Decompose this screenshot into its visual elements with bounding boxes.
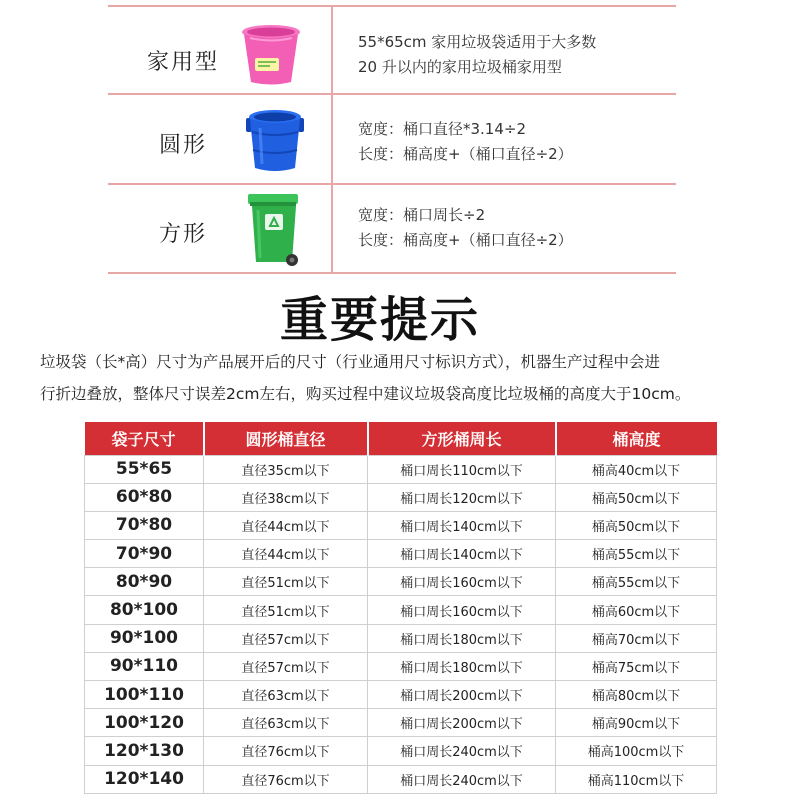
blue-round-bin-icon [246, 108, 304, 178]
square-perimeter-cell: 桶口周长180cm以下 [368, 624, 556, 652]
header-bin-height: 桶高度 [556, 422, 717, 455]
bag-size-cell: 80*100 [85, 596, 204, 624]
table-row [85, 709, 717, 737]
square-perimeter-cell: 桶口周长120cm以下 [368, 483, 556, 511]
round-diameter-cell: 直径63cm以下 [204, 709, 368, 737]
bin-type-description: 宽度：桶口周长÷2 长度：桶高度+（桶口直径÷2） [358, 206, 573, 249]
round-diameter-cell: 直径63cm以下 [204, 681, 368, 709]
square-perimeter-cell: 桶口周长140cm以下 [368, 511, 556, 539]
size-table [84, 422, 717, 794]
bag-size-cell: 70*90 [85, 540, 204, 568]
square-perimeter-cell: 桶口周长160cm以下 [368, 568, 556, 596]
table-body [85, 455, 717, 793]
table-row [85, 596, 717, 624]
table-row [85, 652, 717, 680]
bin-height-cell: 桶高55cm以下 [556, 540, 717, 568]
divider [108, 5, 676, 7]
divider [108, 93, 676, 95]
bin-height-cell: 桶高80cm以下 [556, 681, 717, 709]
bin-height-cell: 桶高90cm以下 [556, 709, 717, 737]
table-row [85, 540, 717, 568]
notice-title: 重要提示 [279, 292, 480, 348]
divider [108, 272, 676, 274]
bag-size-cell: 60*80 [85, 483, 204, 511]
table-row [85, 511, 717, 539]
pink-household-bin-icon [241, 24, 301, 90]
divider [331, 5, 333, 93]
round-diameter-cell: 直径44cm以下 [204, 540, 368, 568]
bin-type-name: 家用型 [146, 50, 219, 75]
bin-height-cell: 桶高40cm以下 [556, 455, 717, 483]
header-square-perimeter: 方形桶周长 [368, 422, 556, 455]
round-diameter-cell: 直径44cm以下 [204, 511, 368, 539]
bin-height-cell: 桶高75cm以下 [556, 652, 717, 680]
bag-size-cell: 100*110 [85, 681, 204, 709]
square-perimeter-cell: 桶口周长180cm以下 [368, 652, 556, 680]
bag-size-cell: 90*100 [85, 624, 204, 652]
square-perimeter-cell: 桶口周长140cm以下 [368, 540, 556, 568]
square-perimeter-cell: 桶口周长160cm以下 [368, 596, 556, 624]
bin-type-section [108, 0, 676, 276]
bin-type-description: 宽度：桶口直径*3.14÷2 长度：桶高度+（桶口直径÷2） [358, 120, 573, 163]
bin-height-cell: 桶高100cm以下 [556, 737, 717, 765]
table-row [85, 737, 717, 765]
header-round-diameter: 圆形桶直径 [204, 422, 368, 455]
table-header-row [85, 422, 717, 455]
divider [331, 183, 333, 272]
bag-size-cell: 55*65 [85, 455, 204, 483]
green-wheelie-bin-icon [246, 192, 302, 272]
bin-type-description: 55*65cm 家用垃圾袋适用于大多数 20 升以内的家用垃圾桶家用型 [358, 33, 597, 76]
bag-size-cell: 80*90 [85, 568, 204, 596]
square-perimeter-cell: 桶口周长200cm以下 [368, 681, 556, 709]
bin-height-cell: 桶高60cm以下 [556, 596, 717, 624]
bin-type-name: 圆形 [158, 133, 207, 158]
divider [108, 183, 676, 185]
bin-height-cell: 桶高50cm以下 [556, 483, 717, 511]
table-row [85, 765, 717, 793]
bag-size-cell: 120*130 [85, 737, 204, 765]
round-diameter-cell: 直径51cm以下 [204, 596, 368, 624]
square-perimeter-cell: 桶口周长110cm以下 [368, 455, 556, 483]
table-row [85, 455, 717, 483]
bag-size-cell: 90*110 [85, 652, 204, 680]
table-row [85, 681, 717, 709]
bin-type-name: 方形 [158, 222, 207, 247]
square-perimeter-cell: 桶口周长240cm以下 [368, 765, 556, 793]
round-diameter-cell: 直径57cm以下 [204, 652, 368, 680]
square-perimeter-cell: 桶口周长240cm以下 [368, 737, 556, 765]
bag-size-cell: 120*140 [85, 765, 204, 793]
round-diameter-cell: 直径35cm以下 [204, 455, 368, 483]
round-diameter-cell: 直径76cm以下 [204, 765, 368, 793]
divider [331, 93, 333, 183]
round-diameter-cell: 直径76cm以下 [204, 737, 368, 765]
round-diameter-cell: 直径51cm以下 [204, 568, 368, 596]
table-row [85, 624, 717, 652]
notice-text [40, 346, 764, 410]
bag-size-cell: 70*80 [85, 511, 204, 539]
bin-height-cell: 桶高110cm以下 [556, 765, 717, 793]
bin-height-cell: 桶高55cm以下 [556, 568, 717, 596]
round-diameter-cell: 直径57cm以下 [204, 624, 368, 652]
table-row [85, 483, 717, 511]
notice-line: 垃圾袋（长*高）尺寸为产品展开后的尺寸（行业通用尺寸标识方式），机器生产过程中会进 [40, 353, 661, 371]
round-diameter-cell: 直径38cm以下 [204, 483, 368, 511]
bin-height-cell: 桶高70cm以下 [556, 624, 717, 652]
bin-height-cell: 桶高50cm以下 [556, 511, 717, 539]
notice-line: 行折边叠放，整体尺寸误差2cm左右，购买过程中建议垃圾袋高度比垃圾桶的高度大于10cm。 [40, 385, 691, 403]
table-row [85, 568, 717, 596]
header-bag-size: 袋子尺寸 [85, 422, 204, 455]
bag-size-cell: 100*120 [85, 709, 204, 737]
square-perimeter-cell: 桶口周长200cm以下 [368, 709, 556, 737]
